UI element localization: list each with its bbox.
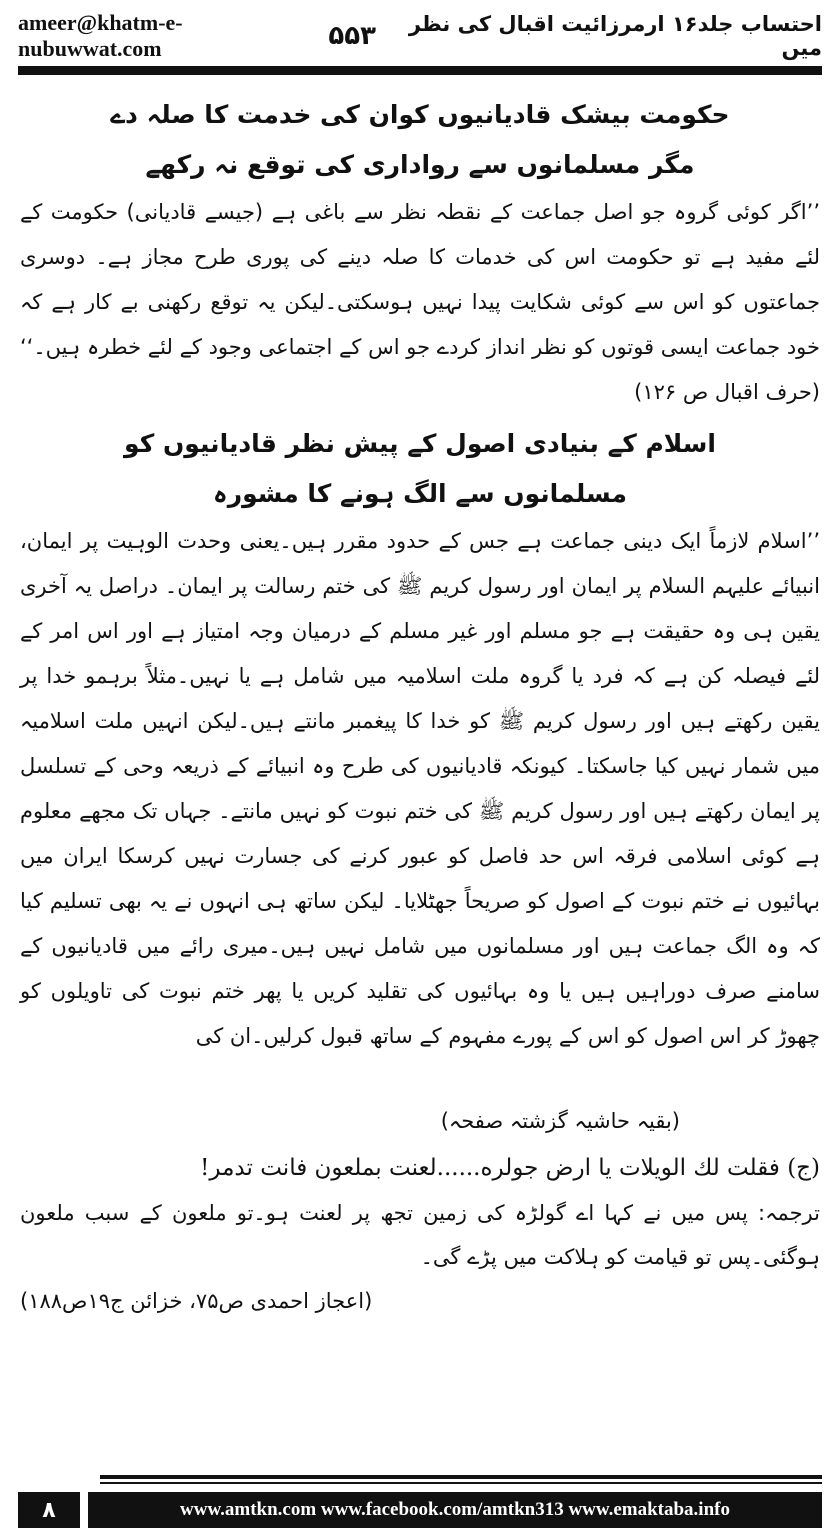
section-2-heading-line-2: مسلمانوں سے الگ ہونے کا مشورہ bbox=[213, 479, 627, 508]
footnote-translation-row bbox=[20, 1191, 820, 1279]
header-email[interactable]: ameer@khatm-e-nubuwwat.com bbox=[18, 10, 183, 61]
footnote-reference-row bbox=[20, 1279, 820, 1323]
section-1-body: ’’اگر کوئی گروہ جو اصل جماعت کے نقطہ نظر سے باغی ہے (جیسے قادیانی) حکومت کے لئے مفید ہے تو حکومت اس کی خدمات کا صلہ دینے کی پوری طرح مجاز ہے۔ دوسری جماعتوں کو اس سے کوئی شکایت پیدا نہیں ہوسکتی۔لیکن یہ توقع رکھنی بے کار ہے کہ خود جماعت ایسی قوتوں کو نظر انداز کردے جو اس کے اجتماعی وجود کے لئے خطرہ ہیں۔‘‘ (حرف اقبال ص ۱۲۶) bbox=[20, 200, 820, 404]
section-1-heading-line-1: حکومت بیشک قادیانیوں کوان کی خدمت کا صلہ دے bbox=[110, 100, 730, 129]
footnote-heading: (بقیہ حاشیہ گزشتہ صفحہ) bbox=[440, 1109, 680, 1133]
footnote-arabic: (ج) فقلت لك الويلات يا ارض جولره......لعنت بملعون فانت تدمر! bbox=[200, 1155, 820, 1181]
footnote bbox=[20, 1097, 820, 1323]
section-1-heading bbox=[20, 90, 820, 190]
page-number: ۵۵۳ bbox=[328, 21, 376, 51]
footer-number: ۸ bbox=[18, 1492, 80, 1528]
page-header bbox=[18, 10, 822, 61]
section-2-heading-line-1: اسلام کے بنیادی اصول کے پیش نظر قادیانیوں کو bbox=[124, 429, 716, 458]
section-2-body: ’’اسلام لازماً ایک دینی جماعت ہے جس کے حدود مقرر ہیں۔یعنی وحدت الوہیت پر ایمان، انبیائے علیہم السلام پر ایمان اور رسول کریم ﷺ کی ختم رسالت پر ایمان۔ دراصل یہ آخری یقین ہی وہ حقیقت ہے جو مسلم اور غیر مسلم کے درمیان وجہ امتیاز ہے اور اس امر کے لئے فیصلہ کن ہے کہ فرد یا گروہ ملت اسلامیہ میں شامل ہے یا نہیں۔مثلاً برہمو خدا پر یقین رکھتے ہیں اور رسول کریم ﷺ کو خدا کا پیغمبر مانتے ہیں۔لیکن انہیں ملت اسلامیہ میں شمار نہیں کیا جاسکتا۔ کیونکہ قادیانیوں کی طرح وہ انبیائے کے ذریعہ وحی کے تسلسل پر ایمان رکھتے ہیں اور رسول کریم ﷺ کی ختم نبوت کو نہیں مانتے۔ جہاں تک مجھے معلوم ہے کوئی اسلامی فرقہ اس حد فاصل کو عبور کرنے کی جسارت نہیں کرسکا ایران میں بہائیوں نے ختم نبوت کے اصول کو صریحاً جھٹلایا۔ لیکن ساتھ ہی انہوں نے یہ بھی تسلیم کیا کہ وہ الگ جماعت ہیں اور مسلمانوں میں شامل نہیں ہیں۔میری رائے میں قادیانیوں کے سامنے صرف دوراہیں ہیں یا وہ بہائیوں کی تقلید کریں یا پھر ختم نبوت کی تاویلوں کو چھوڑ کر اس اصول کو اس کے پورے مفہوم کے ساتھ قبول کرلیں۔ان کی bbox=[20, 529, 820, 1048]
section-1-heading-line-2: مگر مسلمانوں سے رواداری کی توقع نہ رکھے bbox=[145, 150, 695, 179]
page-footer bbox=[18, 1492, 822, 1528]
running-title: احتساب جلد۱۶ ارمرزائیت اقبال کی نظر میں bbox=[408, 12, 822, 60]
footer-rule-thin bbox=[100, 1482, 822, 1484]
section-2-heading bbox=[20, 419, 820, 519]
main-content bbox=[20, 90, 820, 1323]
header-left bbox=[18, 10, 376, 62]
header-rule bbox=[18, 66, 822, 75]
footer-rule bbox=[100, 1475, 822, 1479]
footnote-reference: (اعجاز احمدی ص۷۵، خزائن ج۱۹ص۱۸۸) bbox=[20, 1289, 373, 1313]
footer-links[interactable]: www.amtkn.com www.facebook.com/amtkn313 www.emaktaba.info bbox=[88, 1492, 822, 1528]
footnote-translation: ترجمہ: پس میں نے کہا اے گولڑہ کی زمین تجھ پر لعنت ہو۔تو ملعون کے سبب ملعون ہوگئی۔پس تو قیامت کو ہلاکت میں پڑے گی۔ bbox=[20, 1201, 820, 1269]
